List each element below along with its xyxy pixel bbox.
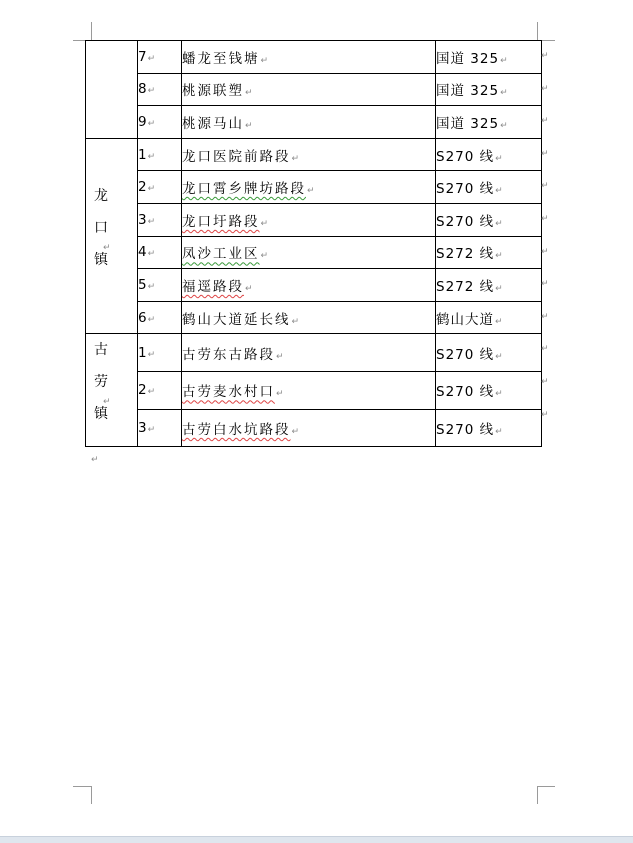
paragraph-mark-glyph: ↵ [147, 118, 156, 129]
paragraph-mark-glyph: ↵ [495, 251, 503, 262]
row-end-mark: ↵ [541, 344, 549, 355]
paragraph-mark-glyph: ↵ [500, 55, 508, 66]
row-number: 1 [138, 146, 147, 163]
paragraph-mark-glyph: ↵ [147, 349, 156, 360]
road-section-name-cell[interactable] [182, 106, 436, 139]
paragraph-mark-glyph: ↵ [245, 88, 253, 99]
paragraph-mark-glyph: ↵ [291, 316, 300, 327]
road-section-name-cell[interactable] [182, 73, 436, 106]
row-number: 2 [138, 179, 147, 196]
route-name-cell[interactable] [436, 138, 542, 171]
paragraph-mark-glyph: ↵ [147, 216, 156, 227]
route-name-cell[interactable] [436, 73, 542, 106]
row-end-mark: ↵ [541, 214, 549, 224]
road-section-name: 古劳白水坑路段 [182, 422, 291, 438]
row-number-cell[interactable] [138, 171, 182, 204]
paragraph-mark-glyph: ↵ [245, 283, 253, 294]
road-section-table [85, 40, 542, 447]
road-section-name: 福逕路段 [182, 278, 244, 295]
table-row [86, 334, 542, 372]
table-row [86, 73, 542, 106]
row-end-mark: ↵ [541, 246, 549, 257]
paragraph-mark-glyph: ↵ [291, 153, 300, 164]
row-end-mark: ↵ [541, 116, 549, 127]
row-end-mark: ↵ [541, 311, 549, 322]
paragraph-mark-glyph: ↵ [147, 86, 156, 97]
route-name: 国道 325 [436, 115, 500, 132]
table-row [86, 106, 542, 139]
row-number-cell[interactable] [138, 269, 182, 302]
road-section-name: 龙口医院前路段 [182, 148, 291, 165]
row-number: 9 [138, 113, 147, 130]
road-section-name: 凤沙工业区 [182, 246, 260, 263]
paragraph-mark-glyph: ↵ [260, 251, 269, 262]
paragraph-mark-glyph: ↵ [495, 283, 503, 294]
road-section-name-cell[interactable] [182, 372, 436, 410]
row-end-mark: ↵ [541, 377, 549, 387]
paragraph-mark-glyph: ↵ [147, 425, 156, 435]
road-section-name: 桃源马山 [182, 115, 244, 132]
paragraph-mark-glyph: ↵ [147, 387, 156, 398]
town-name: 古劳镇 [94, 342, 118, 423]
town-cell[interactable] [86, 138, 138, 334]
road-section-name: 蟠龙至钱塘 [182, 50, 260, 67]
row-number-cell[interactable] [138, 236, 182, 269]
paragraph-mark-glyph: ↵ [147, 184, 156, 195]
route-name: S272 线 [436, 278, 495, 295]
road-section-name: 鹤山大道延长线 [182, 311, 291, 328]
paragraph-mark-glyph: ↵ [495, 351, 503, 362]
paragraph-mark-glyph: ↵ [245, 120, 253, 131]
table-row [86, 41, 542, 74]
route-name-cell[interactable] [436, 106, 542, 139]
paragraph-mark-glyph: ↵ [495, 218, 503, 229]
paragraph-mark-glyph: ↵ [276, 351, 284, 362]
route-name-cell[interactable] [436, 203, 542, 236]
route-name: S270 线 [436, 148, 495, 165]
row-number-cell[interactable] [138, 203, 182, 236]
row-number: 3 [138, 420, 147, 436]
table-row [86, 301, 542, 334]
paragraph-mark-glyph: ↵ [495, 316, 503, 327]
route-name: S270 线 [436, 346, 495, 363]
road-section-name-cell[interactable] [182, 301, 436, 334]
route-name-cell[interactable] [436, 41, 542, 74]
road-section-name: 龙口霄乡牌坊路段 [182, 181, 306, 198]
road-section-name-cell[interactable] [182, 171, 436, 204]
row-number: 6 [138, 309, 147, 326]
road-section-name: 古劳麦水村口 [182, 384, 275, 401]
route-name-cell[interactable] [436, 372, 542, 410]
row-number: 5 [138, 276, 147, 293]
paragraph-mark-glyph: ↵ [147, 53, 156, 64]
row-number-cell[interactable] [138, 138, 182, 171]
paragraph-mark-glyph: ↵ [103, 243, 111, 254]
route-name: 鹤山大道 [436, 311, 494, 328]
town-name: 龙口镇 [94, 188, 118, 269]
paragraph-mark-glyph: ↵ [500, 88, 508, 99]
paragraph-mark-glyph: ↵ [147, 151, 156, 162]
road-section-name: 龙口圩路段 [182, 213, 260, 230]
row-number: 1 [138, 344, 147, 361]
route-name: 国道 325 [436, 50, 500, 67]
paragraph-mark-glyph: ↵ [276, 389, 284, 400]
paragraph-mark-glyph: ↵ [500, 120, 508, 131]
paragraph-mark-glyph: ↵ [147, 281, 156, 292]
road-section-name-cell[interactable] [182, 409, 436, 447]
row-number: 7 [138, 48, 147, 65]
table-row [86, 236, 542, 269]
route-name: S270 线 [436, 181, 495, 198]
route-name: S272 线 [436, 246, 495, 263]
route-name-cell[interactable] [436, 269, 542, 302]
table-row [86, 372, 542, 410]
row-number: 4 [138, 244, 147, 261]
paragraph-mark-glyph: ↵ [495, 427, 503, 437]
route-name-cell[interactable] [436, 301, 542, 334]
row-number-cell[interactable] [138, 334, 182, 372]
row-end-mark: ↵ [541, 279, 549, 290]
table-row [86, 269, 542, 302]
road-section-name-cell[interactable] [182, 203, 436, 236]
paragraph-mark-glyph: ↵ [495, 389, 503, 400]
route-name: S270 线 [436, 384, 495, 401]
row-number: 8 [138, 81, 147, 98]
row-number-cell[interactable] [138, 106, 182, 139]
paragraph-mark-glyph: ↵ [307, 186, 315, 197]
row-number: 2 [138, 382, 147, 399]
road-section-name-cell[interactable] [182, 138, 436, 171]
route-name-cell[interactable] [436, 171, 542, 204]
road-section-name-cell[interactable] [182, 269, 436, 302]
paragraph-mark [90, 447, 99, 466]
row-number-cell[interactable] [138, 301, 182, 334]
table-row [86, 138, 542, 171]
row-number-cell[interactable] [138, 372, 182, 410]
road-section-name-cell[interactable] [182, 334, 436, 372]
row-end-mark: ↵ [541, 51, 549, 61]
paragraph-mark-glyph: ↵ [103, 397, 111, 408]
table-row [86, 409, 542, 447]
row-number-cell[interactable] [138, 41, 182, 74]
row-end-mark: ↵ [541, 409, 549, 420]
route-name: S270 线 [436, 213, 495, 230]
route-name-cell[interactable] [436, 236, 542, 269]
route-name-cell[interactable] [436, 334, 542, 372]
table-row [86, 171, 542, 204]
paragraph-mark-glyph: ↵ [495, 186, 503, 197]
paragraph-mark-glyph: ↵ [147, 249, 156, 260]
town-cell[interactable] [86, 41, 138, 139]
paragraph-mark-glyph: ↵ [260, 55, 269, 66]
route-name-cell[interactable] [436, 409, 542, 447]
road-section-name-cell[interactable] [182, 236, 436, 269]
row-number-cell[interactable] [138, 409, 182, 447]
route-name: S270 线 [436, 422, 495, 438]
road-section-name: 桃源联塑 [182, 83, 244, 100]
row-number: 3 [138, 211, 147, 228]
paragraph-mark-glyph: ↵ [91, 455, 99, 465]
paragraph-mark-glyph: ↵ [260, 218, 269, 229]
row-end-mark: ↵ [541, 181, 549, 192]
row-number-cell[interactable] [138, 73, 182, 106]
road-section-name: 古劳东古路段 [182, 346, 275, 363]
table-row [86, 203, 542, 236]
route-name: 国道 325 [436, 83, 500, 100]
row-end-mark: ↵ [541, 148, 549, 159]
paragraph-mark-glyph: ↵ [495, 153, 503, 164]
road-section-name-cell[interactable] [182, 41, 436, 74]
paragraph-mark-glyph: ↵ [291, 427, 300, 437]
row-end-mark: ↵ [541, 83, 549, 94]
paragraph-mark-glyph: ↵ [147, 314, 156, 325]
town-cell[interactable] [86, 334, 138, 447]
